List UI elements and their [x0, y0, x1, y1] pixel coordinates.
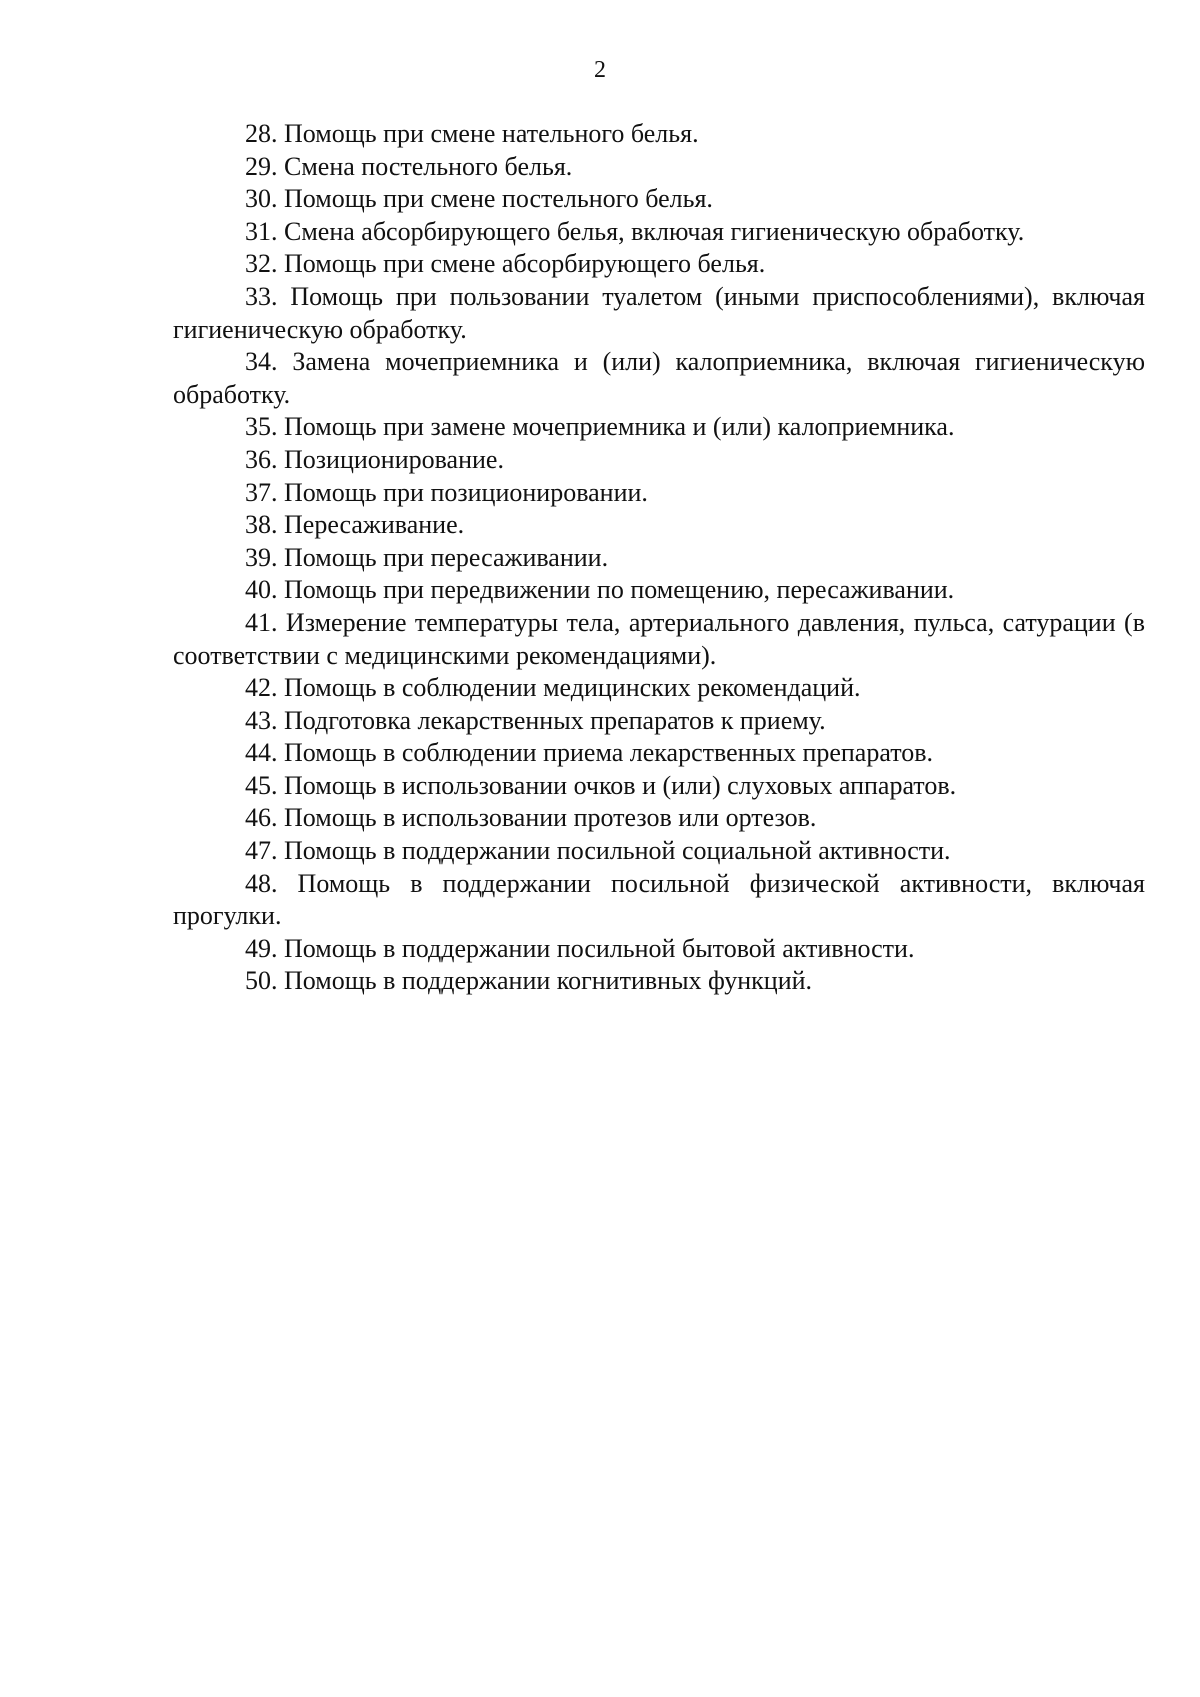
list-item: 33. Помощь при пользовании туалетом (иными приспособлениями), включая гигиеническую обработку. — [173, 281, 1145, 344]
list-item: 28. Помощь при смене нательного белья. — [245, 119, 699, 148]
list-item: 36. Позиционирование. — [245, 444, 504, 474]
list-item: 30. Помощь при смене постельного белья. — [245, 184, 713, 214]
list-item: 29. Смена постельного белья. — [245, 151, 573, 181]
list-item: 43. Подготовка лекарственных препаратов к приему. — [245, 705, 826, 735]
list-item: 35. Помощь при замене мочеприемника и (или) калоприемника. — [245, 412, 955, 442]
list-item: 50. Помощь в поддержании когнитивных функций. — [245, 966, 813, 996]
list-item: 49. Помощь в поддержании посильной бытовой активности. — [245, 933, 915, 963]
list-item: 37. Помощь при позиционировании. — [245, 477, 648, 507]
list-item: 38. Пересаживание. — [245, 510, 465, 540]
list-item: 34. Замена мочеприемника и (или) калоприемника, включая гигиеническую обработку. — [173, 347, 1145, 409]
page-number: 2 — [594, 57, 606, 83]
list-item: 47. Помощь в поддержании посильной социальной активности. — [245, 836, 951, 866]
services-list — [173, 118, 1145, 998]
list-item: 39. Помощь при пересаживании. — [245, 542, 609, 572]
list-item: 44. Помощь в соблюдении приема лекарственных препаратов. — [245, 738, 934, 768]
list-item: 31. Смена абсорбирующего белья, включая гигиеническую обработку. — [245, 216, 1025, 246]
list-item: 41. Измерение температуры тела, артериального давления, пульса, сатурации (в соответствии с медицинскими рекомендациями). — [173, 607, 1145, 670]
list-item: 46. Помощь в использовании протезов или ортезов. — [245, 803, 817, 833]
list-item: 40. Помощь при передвижении по помещению, пересаживании. — [245, 575, 955, 605]
list-item: 42. Помощь в соблюдении медицинских рекомендаций. — [245, 673, 861, 703]
list-item: 45. Помощь в использовании очков и (или) слуховых аппаратов. — [245, 770, 957, 800]
list-item: 32. Помощь при смене абсорбирующего белья. — [245, 249, 766, 279]
list-item: 48. Помощь в поддержании посильной физической активности, включая прогулки. — [173, 868, 1145, 931]
